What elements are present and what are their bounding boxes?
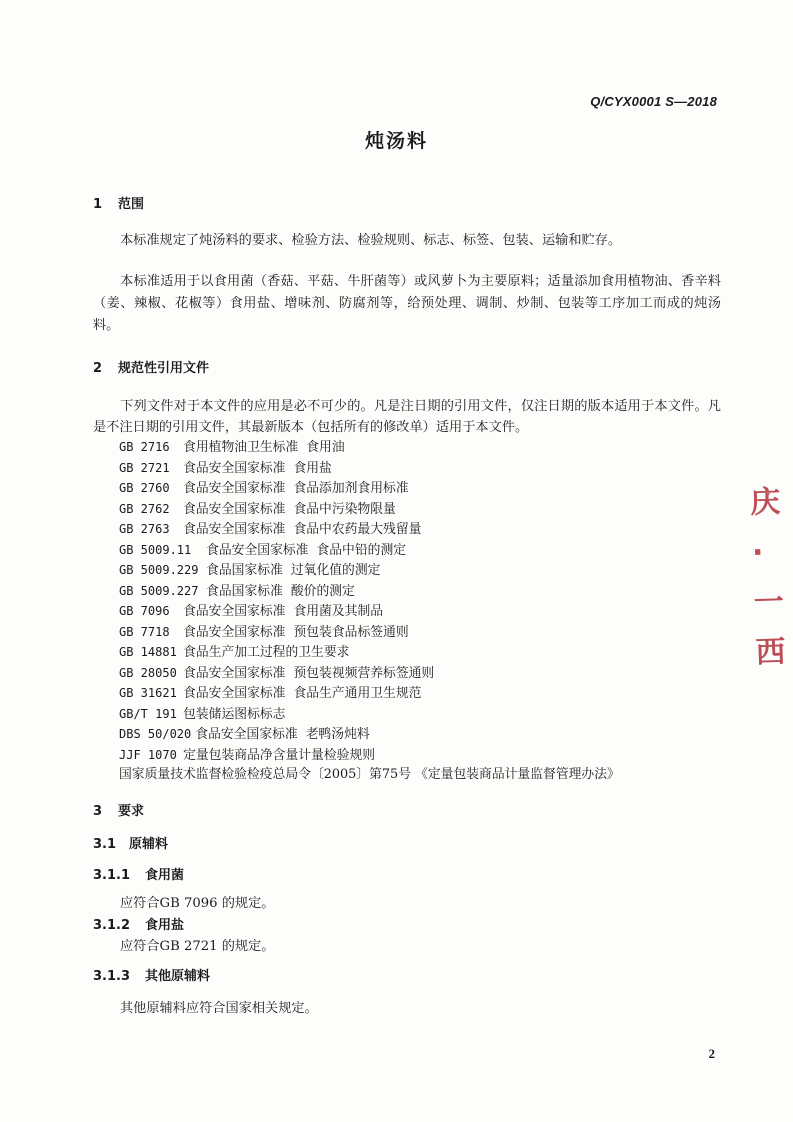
section-title: 食用盐 [145,918,185,933]
section-title: 其他原辅料 [145,969,211,984]
section-number: 1 [93,197,103,212]
section-3-1-2-text: 应符合GB 2721 的规定。 [120,939,275,954]
reference-item: GB 2762 食品安全国家标准 食品中污染物限量 [119,501,396,517]
section-3-1-heading [93,833,168,852]
standard-code: Q/CYX0001 S—2018 [590,94,717,109]
page-number: 2 [708,1046,715,1061]
section-2-heading [93,357,209,376]
references-intro: 下列文件对于本文件的应用是必不可少的。凡是注日期的引用文件，仅注日期的版本适用于本文件。凡是不注日期的引用文件，其最新版本（包括所有的修改单）适用于本文件。 [93,399,721,435]
section-title: 规范性引用文件 [118,361,210,376]
section-number: 3.1.3 [93,969,131,984]
section-1-heading [93,193,144,212]
section-3-heading [93,800,144,819]
section-3-1-2-heading [93,914,184,933]
reference-decree: 国家质量技术监督检验检疫总局令〔2005〕第75号 《定量包装商品计量监督管理办法》 [119,767,620,782]
seal-stamp: 庆 ·一 西 [749,484,787,671]
section-3-1-1-text: 应符合GB 7096 的规定。 [120,896,275,911]
section-number: 3.1.2 [93,918,131,933]
reference-item: GB 28050 食品安全国家标准 预包装视频营养标签通则 [119,665,435,681]
section-3-1-1-heading [93,864,184,883]
section-title: 要求 [118,804,145,819]
scope-paragraph-1: 本标准规定了炖汤料的要求、检验方法、检验规则、标志、标签、包装、运输和贮存。 [120,233,622,248]
section-title: 原辅料 [129,837,169,852]
section-title: 食用菌 [145,868,185,883]
reference-list [119,437,620,786]
section-number: 2 [93,361,103,376]
reference-item: GB 5009.229 食品国家标准 过氧化值的测定 [119,563,381,578]
reference-item: GB 5009.11 食品安全国家标准 食品中铅的测定 [119,542,407,558]
reference-item: JJF 1070 定量包装商品净含量计量检验规则 [119,747,376,763]
section-number: 3 [93,804,103,819]
reference-item: GB 2763 食品安全国家标准 食品中农药最大残留量 [119,522,422,537]
reference-item: GB 5009.227 食品国家标准 酸价的测定 [119,583,355,599]
reference-item: GB 7096 食品安全国家标准 食用菌及其制品 [119,604,384,619]
reference-item: GB 31621 食品安全国家标准 食品生产通用卫生规范 [119,686,422,701]
reference-item: DBS 50/020 食品安全国家标准 老鸭汤炖料 [119,727,370,742]
scope-paragraph-2: 本标准适用于以食用菌（香菇、平菇、牛肝菌等）或风萝卜为主要原料；适量添加食用植物油、香辛料（姜、辣椒、花椒等）食用盐、增味剂、防腐剂等，给预处理、调制、炒制、包装等工序加工而成的炖汤料。 [93,274,721,333]
reference-item: GB 2721 食品安全国家标准 食用盐 [119,460,332,476]
reference-item: GB 14881 食品生产加工过程的卫生要求 [119,645,350,660]
section-3-1-3-text: 其他原辅料应符合国家相关规定。 [120,1001,318,1016]
reference-item: GB 7718 食品安全国家标准 预包装食品标签通则 [119,624,409,640]
reference-item: GB 2716 食用植物油卫生标准 食用油 [119,440,345,455]
section-number: 3.1 [93,837,117,852]
section-title: 范围 [118,197,145,212]
document-title: 炖汤料 [364,130,428,152]
section-3-1-3-heading [93,965,210,984]
section-number: 3.1.1 [93,868,131,883]
reference-item: GB/T 191 包装储运图标标志 [119,706,286,722]
reference-item: GB 2760 食品安全国家标准 食品添加剂食用标准 [119,481,409,496]
